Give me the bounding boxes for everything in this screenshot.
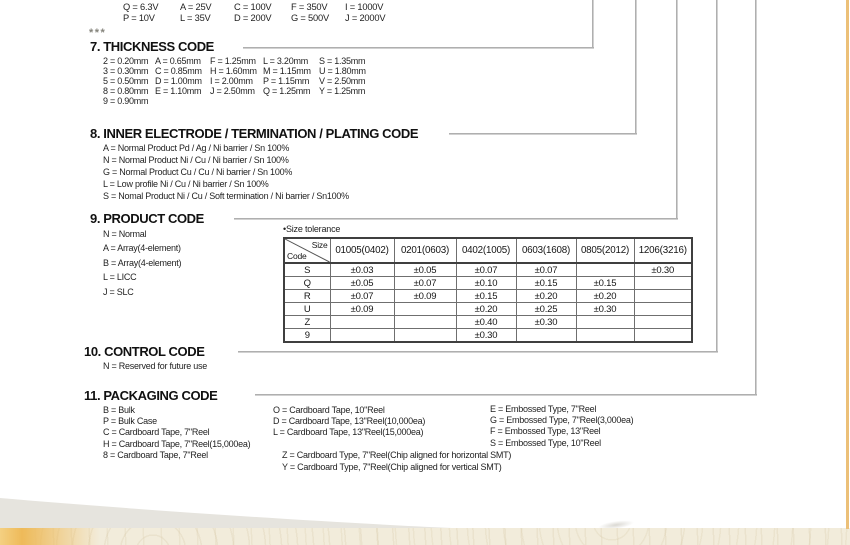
tolerance-cell: ±0.15: [516, 277, 576, 290]
callout-line-section11: [755, 0, 757, 396]
tolerance-cell: [394, 303, 456, 316]
tolerance-cell: [576, 316, 634, 329]
packaging-code: 8 = Cardboard Tape, 7"Reel: [103, 449, 208, 460]
tolerance-cell: ±0.15: [576, 277, 634, 290]
tolerance-cell: [516, 329, 576, 343]
row-code: R: [284, 290, 330, 303]
section9-rule: [234, 218, 678, 220]
product-code-list: [103, 227, 181, 299]
voltage-code: L = 35V: [180, 13, 211, 23]
footnote-asterisks: ***: [89, 27, 107, 39]
tolerance-cell: [634, 329, 692, 343]
voltage-code: I = 1000V: [345, 2, 384, 12]
thickness-code: [319, 96, 366, 106]
plating-code: G = Normal Product Cu / Cu / Ni barrier / Sn 100%: [103, 167, 293, 178]
corner-label-code: Code: [287, 251, 307, 261]
packaging-code: O = Cardboard Tape, 10"Reel: [273, 405, 385, 415]
control-code-list: [103, 361, 207, 371]
packaging-code: B = Bulk: [103, 405, 135, 415]
thickness-code: Q = 1.25mm: [263, 86, 311, 97]
packaging-code-col3: [490, 404, 633, 449]
packaging-code: Y = Cardboard Type, 7"Reel(Chip aligned for vertical SMT): [282, 461, 502, 472]
callout-line-section8: [635, 0, 637, 135]
tolerance-cell: ±0.30: [516, 316, 576, 329]
right-gold-border: [846, 0, 849, 529]
tolerance-cell: ±0.07: [456, 263, 516, 277]
column-header: 0603(1608): [516, 238, 576, 263]
thickness-code: Y = 1.25mm: [319, 86, 366, 97]
tolerance-cell: ±0.30: [634, 263, 692, 277]
tolerance-cell: [576, 263, 634, 277]
callout-line-section7: [592, 0, 594, 49]
tolerance-cell: [634, 277, 692, 290]
tolerance-cell: ±0.05: [394, 263, 456, 277]
tolerance-cell: [634, 290, 692, 303]
footer-gray-wedge: [0, 494, 452, 532]
column-header: 0402(1005): [456, 238, 516, 263]
table-row: [284, 277, 692, 290]
thickness-code: 9 = 0.90mm: [103, 96, 149, 107]
tolerance-cell: ±0.10: [456, 277, 516, 290]
row-code: Z: [284, 316, 330, 329]
tolerance-cell: [394, 329, 456, 343]
thickness-code: E = 1.10mm: [155, 86, 202, 97]
tolerance-cell: ±0.07: [394, 277, 456, 290]
thickness-code: P = 1.15mm: [263, 76, 310, 87]
section-number: 7.: [90, 39, 101, 54]
voltage-code: F = 350V: [291, 2, 328, 12]
section11-rule: [255, 394, 757, 396]
packaging-code: G = Embossed Type, 7"Reel(3,000ea): [490, 415, 634, 426]
corner-label-size: Size: [311, 240, 328, 250]
section10-rule: [238, 351, 718, 353]
tolerance-cell: ±0.07: [330, 290, 394, 303]
thickness-code: 3 = 0.30mm: [103, 66, 149, 77]
voltage-code-row-1: [123, 2, 383, 12]
section9-title: [90, 211, 204, 226]
section8-title: [90, 126, 418, 141]
tolerance-cell: ±0.09: [394, 290, 456, 303]
tolerance-cell: [634, 303, 692, 316]
section-number: 8.: [90, 126, 101, 141]
row-code: 9: [284, 329, 330, 343]
row-code: Q: [284, 277, 330, 290]
thickness-code: S = 1.35mm: [319, 56, 366, 66]
tolerance-cell: ±0.30: [456, 329, 516, 343]
packaging-code-col2: [273, 405, 425, 439]
product-code: J = SLC: [103, 286, 134, 297]
tolerance-cell: ±0.15: [456, 290, 516, 303]
column-header: 1206(3216): [634, 238, 692, 263]
tolerance-cell: ±0.40: [456, 316, 516, 329]
packaging-code: H = Cardboard Tape, 7"Reel(15,000ea): [103, 438, 251, 449]
thickness-code-list: [103, 56, 366, 106]
packaging-code: C = Cardboard Tape, 7"Reel: [103, 427, 210, 438]
product-code: L = LICC: [103, 272, 137, 283]
footer-beige-band: [0, 528, 850, 545]
table-row: [284, 303, 692, 316]
packaging-code: E = Embossed Type, 7"Reel: [490, 404, 597, 414]
tolerance-cell: ±0.25: [516, 303, 576, 316]
tolerance-cell: ±0.20: [516, 290, 576, 303]
column-header: 0201(0603): [394, 238, 456, 263]
thickness-code: 2 = 0.20mm: [103, 56, 149, 66]
table-row: [284, 329, 692, 343]
thickness-code: D = 1.00mm: [155, 76, 202, 87]
plating-code: L = Low profile Ni / Cu / Ni barrier / Sn 100%: [103, 179, 269, 190]
thickness-code: [155, 96, 210, 106]
tolerance-cell: [394, 316, 456, 329]
thickness-code: [263, 96, 319, 106]
table-header-row: [284, 238, 692, 263]
packaging-code: S = Embossed Type, 10"Reel: [490, 437, 601, 448]
row-code: S: [284, 263, 330, 277]
thickness-code: J = 2.50mm: [210, 86, 255, 97]
section-number: 11.: [84, 388, 101, 403]
product-code: A = Array(4-element): [103, 243, 181, 254]
footer-gold-gradient: [0, 528, 100, 545]
tolerance-cell: ±0.05: [330, 277, 394, 290]
thickness-code: 5 = 0.50mm: [103, 76, 149, 87]
section7-title: [90, 39, 214, 54]
thickness-code: M = 1.15mm: [263, 66, 311, 77]
section-heading: THICKNESS CODE: [103, 39, 214, 54]
thickness-code: A = 0.65mm: [155, 56, 201, 66]
voltage-code: C = 100V: [234, 2, 272, 12]
section8-rule: [449, 133, 637, 135]
packaging-code: D = Cardboard Tape, 13"Reel(10,000ea): [273, 416, 426, 427]
section-heading: PRODUCT CODE: [103, 211, 204, 226]
plating-code: N = Normal Product Ni / Cu / Ni barrier / Sn 100%: [103, 155, 289, 166]
tolerance-cell: ±0.20: [576, 290, 634, 303]
plating-code: S = Nomal Product Ni / Cu / Soft termination / Ni barrier / Sn100%: [103, 191, 349, 202]
voltage-code: J = 2000V: [345, 13, 386, 23]
section11-title: [84, 388, 217, 403]
table-row: [284, 263, 692, 277]
thickness-code: V = 2.50mm: [319, 76, 366, 87]
tolerance-cell: [330, 316, 394, 329]
packaging-code: F = Embossed Type, 13"Reel: [490, 426, 601, 437]
callout-line-section9: [676, 0, 678, 220]
section10-title: [84, 344, 205, 359]
packaging-code-col1: [103, 405, 250, 461]
voltage-code: D = 200V: [234, 13, 272, 23]
voltage-code: P = 10V: [123, 13, 155, 23]
tolerance-cell: ±0.20: [456, 303, 516, 316]
section7-rule: [243, 47, 594, 49]
section-heading: PACKAGING CODE: [103, 388, 218, 403]
packaging-code: P = Bulk Case: [103, 416, 157, 427]
thickness-code: I = 2.00mm: [210, 76, 253, 87]
voltage-code: G = 500V: [291, 13, 329, 23]
callout-line-section10: [716, 0, 718, 353]
packaging-code: Z = Cardboard Type, 7"Reel(Chip aligned for horizontal SMT): [282, 450, 512, 460]
table-row: [284, 316, 692, 329]
tolerance-cell: [576, 329, 634, 343]
thickness-code: L = 3.20mm: [263, 56, 308, 66]
size-tolerance-caption: •Size tolerance: [283, 224, 341, 234]
thickness-code: C = 0.85mm: [155, 66, 202, 77]
tolerance-cell: ±0.07: [516, 263, 576, 277]
column-header: 0805(2012): [576, 238, 634, 263]
product-code: N = Normal: [103, 229, 147, 239]
tolerance-cell: ±0.30: [576, 303, 634, 316]
plating-code-list: [103, 142, 349, 202]
section-heading: INNER ELECTRODE / TERMINATION / PLATING CODE: [103, 126, 419, 141]
size-tolerance-table: [283, 237, 693, 343]
voltage-code-row-2: [123, 13, 385, 23]
packaging-code: L = Cardboard Tape, 13"Reel(15,000ea): [273, 427, 424, 438]
plating-code: A = Normal Product Pd / Ag / Ni barrier / Sn 100%: [103, 143, 290, 153]
section-number: 10.: [84, 344, 101, 359]
thickness-code: F = 1.25mm: [210, 56, 256, 66]
tolerance-cell: ±0.03: [330, 263, 394, 277]
tolerance-cell: [330, 329, 394, 343]
tolerance-cell: ±0.09: [330, 303, 394, 316]
thickness-code: H = 1.60mm: [210, 66, 257, 77]
section-heading: CONTROL CODE: [104, 344, 205, 359]
thickness-code: U = 1.80mm: [319, 66, 366, 77]
column-header: 01005(0402): [330, 238, 394, 263]
packaging-code-col2b: [282, 450, 511, 473]
row-code: U: [284, 303, 330, 316]
thickness-code: 8 = 0.80mm: [103, 86, 149, 97]
voltage-code: A = 25V: [180, 2, 212, 12]
product-code: B = Array(4-element): [103, 257, 182, 268]
table-row: [284, 290, 692, 303]
section-number: 9.: [90, 211, 101, 226]
table-corner-cell: [284, 238, 330, 263]
tolerance-cell: [634, 316, 692, 329]
voltage-code: Q = 6.3V: [123, 2, 159, 12]
control-code: N = Reserved for future use: [103, 361, 208, 371]
thickness-code: [210, 96, 263, 106]
